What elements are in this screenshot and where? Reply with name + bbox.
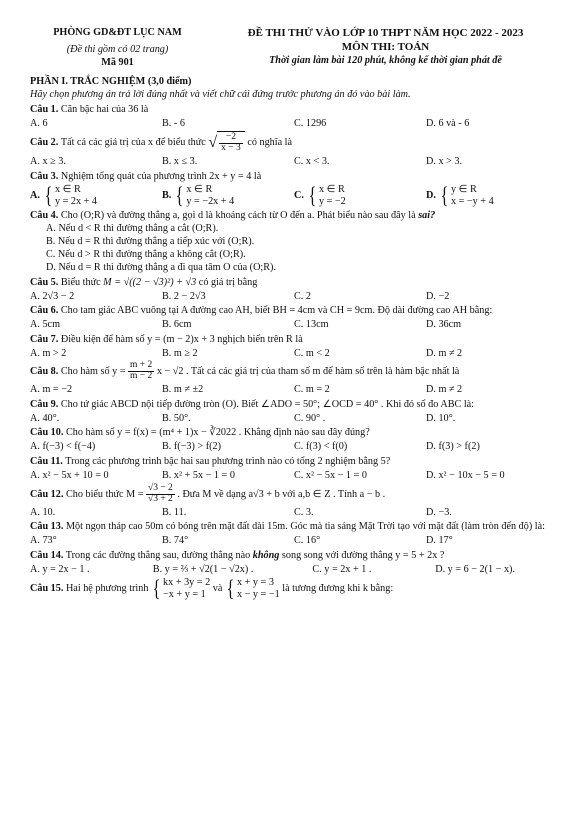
question-11: [30, 455, 558, 482]
question-label: Câu 14.: [30, 549, 64, 561]
options: [30, 318, 558, 331]
question-text: Cho hàm số y = f(x) = (m⁴ + 1)x − ∛2022 . Khẳng định nào sau đây đúng?: [65, 427, 370, 439]
question-5: [30, 276, 558, 303]
question-text: Cho tứ giác ABCD nội tiếp đường tròn (O). Biết ∠ADO = 50°; ∠OCD = 40° . Khi đó số đo ABC là:: [60, 398, 475, 410]
question-4: [30, 209, 558, 274]
option-b: B. { x ∈ R y = −2x + 4: [162, 183, 235, 209]
question-emphasis: sai?: [418, 209, 436, 221]
question-text: Điều kiện để hàm số y = (m − 2)x + 3 nghịch biến trên R là: [60, 333, 303, 345]
question-label: Câu 5.: [30, 276, 59, 288]
option-d: D. 6 và - 6: [426, 117, 470, 129]
fraction: $\frac{-2}{x - 3}$: [221, 132, 241, 154]
options: [30, 117, 558, 130]
option-c: C. x² − 5x − 1 = 0: [294, 470, 367, 482]
conjunction: và: [212, 583, 223, 595]
options: [30, 290, 558, 303]
expression: M = √((2 − √3)²) + √3: [103, 276, 197, 288]
question-14: [30, 549, 558, 576]
option-a: A. m = −2: [30, 384, 73, 396]
options: [30, 184, 558, 207]
option-b: B. x² + 5x − 1 = 0: [162, 470, 235, 482]
question-2: [30, 131, 558, 168]
options: [30, 563, 558, 576]
question-text: Căn bậc hai của 36 là: [60, 103, 149, 115]
option-a: A. f(−3) < f(−4): [30, 441, 96, 453]
option-d: D. m ≠ 2: [426, 384, 463, 396]
question-label: Câu 4.: [30, 209, 59, 221]
question-label: Câu 9.: [30, 398, 59, 410]
option-b: B. 74°: [162, 535, 189, 547]
option-a: A. 40°.: [30, 412, 60, 424]
option-b: B. 50°.: [162, 412, 191, 424]
option-a: A. 10.: [30, 506, 56, 518]
option-b: B. x ≤ 3.: [162, 156, 198, 168]
question-label: Câu 10.: [30, 427, 64, 439]
header-right: [213, 26, 558, 69]
question-10: [30, 426, 558, 453]
option-d: D. 36cm: [426, 319, 462, 331]
options: [30, 412, 558, 425]
option-c: C. 90° .: [294, 412, 326, 424]
option-a: A. 2√3 − 2: [30, 290, 75, 302]
option-b: B. m ≠ ±2: [162, 384, 204, 396]
option-a: A. 73°: [30, 535, 57, 547]
question-tail: x − √2 . Tất cả các giá trị của tham số m để hàm số trên là hàm bậc nhất là: [156, 366, 460, 378]
question-text: Tất cả các giá trị của x để biểu thức: [60, 137, 206, 149]
option-a: A. y = 2x − 1 .: [30, 563, 90, 575]
fraction: $\frac{m + 2}{m - 2}$: [130, 360, 153, 382]
system-2: { x + y = 3 x − y = −1: [226, 576, 280, 602]
option-b: B. 11.: [162, 506, 187, 518]
question-13: [30, 520, 558, 547]
question-text: Nghiệm tổng quát của phương trình 2x + y = 4 là: [60, 170, 262, 182]
option-b: B. Nếu d = R thì đường thẳng a tiếp xúc với (O;R).: [46, 235, 255, 247]
header-left: [30, 26, 205, 69]
option-a: A. m > 2: [30, 347, 67, 359]
option-d: D. 17°: [426, 535, 453, 547]
time-note: Thời gian làm bài 120 phút, không kể thời gian phát đề: [269, 55, 502, 67]
question-tail: có nghĩa là: [247, 137, 293, 149]
question-tail: song song với đường thẳng y = 5 + 2x ?: [281, 549, 445, 561]
option-a: A. { x ∈ R y = 2x + 4: [30, 183, 98, 209]
question-label: Câu 1.: [30, 103, 59, 115]
option-b: B. 6cm: [162, 319, 192, 331]
question-15: [30, 577, 558, 600]
option-b: B. - 6: [162, 117, 185, 129]
question-text: Hai hệ phương trình: [65, 583, 149, 595]
question-text: Trong các phương trình bậc hai sau phương trình nào có tổng 2 nghiệm bằng 5?: [65, 455, 391, 467]
question-emphasis: không: [252, 549, 280, 561]
question-text: Cho tam giác ABC vuông tại A đường cao AH, biết BH = 4cm và CH = 9cm. Độ dài đường cao AH bằng:: [60, 305, 493, 317]
exam-title: ĐỀ THI THỬ VÀO LỚP 10 THPT NĂM HỌC 2022 - 2023: [247, 27, 524, 39]
options: [30, 347, 558, 360]
question-text: Cho hàm số y =: [60, 366, 126, 378]
option-d: D. −2: [426, 290, 450, 302]
option-c: C. m = 2: [294, 384, 330, 396]
option-d: D. { y ∈ R x = −y + 4: [426, 183, 494, 209]
option-c: C. 16°: [294, 535, 321, 547]
question-tail: là tương đương khi k bằng:: [282, 583, 394, 595]
section-instruction: Hãy chọn phương án trả lời đúng nhất và viết chữ cái đứng trước phương án đó vào bài làm.: [30, 89, 411, 101]
sqrt-expression: √ $\frac{-2}{x - 3}$: [208, 131, 244, 154]
option-d: D. 10°.: [426, 412, 456, 424]
options: [30, 506, 558, 519]
option-c: C. 1296: [294, 117, 327, 129]
option-d: D. x² − 10x − 5 = 0: [426, 470, 505, 482]
exam-header: [30, 26, 558, 69]
options: [30, 440, 558, 453]
question-label: Câu 6.: [30, 305, 59, 317]
question-label: Câu 3.: [30, 170, 59, 182]
question-label: Câu 13.: [30, 521, 64, 533]
option-a: A. x² − 5x + 10 = 0: [30, 470, 109, 482]
org-name: PHÒNG GD&ĐT LỤC NAM: [53, 27, 182, 38]
option-c: C. 13cm: [294, 319, 329, 331]
question-6: [30, 304, 558, 331]
question-3: [30, 170, 558, 207]
question-9: [30, 398, 558, 425]
option-c: C. f(3) < f(0): [294, 441, 348, 453]
option-b: B. f(−3) > f(2): [162, 441, 222, 453]
question-label: Câu 2.: [30, 137, 59, 149]
option-c: C. y = 2x + 1 .: [312, 563, 372, 575]
option-b: B. 2 − 2√3: [162, 290, 206, 302]
options: [30, 469, 558, 482]
option-d: D. x > 3.: [426, 156, 463, 168]
option-c: C. Nếu d > R thì đường thẳng a không cắt (O;R).: [46, 248, 246, 260]
question-label: Câu 15.: [30, 583, 64, 595]
question-7: [30, 333, 558, 360]
options: [30, 534, 558, 547]
option-d: D. m ≠ 2: [426, 347, 463, 359]
question-text: Một ngọn tháp cao 50m có bóng trên mặt đất dài 15m. Góc mà tia sáng Mặt Trời tạo với mặt đất (làm tròn đến độ) là:: [65, 521, 545, 533]
option-c: C. x < 3.: [294, 156, 330, 168]
option-a: A. 5cm: [30, 319, 60, 331]
option-d: D. f(3) > f(2): [426, 441, 480, 453]
option-a: A. 6: [30, 117, 48, 129]
exam-code: Mã 901: [101, 57, 134, 69]
options: [30, 155, 558, 168]
question-label: Câu 11.: [30, 455, 63, 467]
option-a: A. Nếu d < R thì đường thẳng a cắt (O;R).: [46, 222, 219, 234]
exam-subject: MÔN THI: TOÁN: [341, 41, 430, 54]
option-d: D. −3.: [426, 506, 452, 518]
options: [30, 383, 558, 396]
system-1: { kx + 3y = 2 −x + y = 1: [152, 576, 211, 602]
question-label: Câu 12.: [30, 488, 64, 500]
question-text: Cho (O;R) và đường thẳng a, gọi d là khoảng cách từ O đến a. Phát biểu nào sau đây là: [60, 209, 416, 221]
question-tail: có giá trị bằng: [198, 276, 258, 288]
question-text: Biểu thức: [60, 276, 101, 288]
question-text: Trong các đường thẳng sau, đường thẳng nào: [65, 549, 251, 561]
fraction: $\frac{√3 - 2}{√3 + 2}$: [147, 482, 173, 504]
option-b: B. y = ⅔ + √2(1 − √2x) .: [152, 563, 254, 575]
question-label: Câu 7.: [30, 333, 59, 345]
question-text: Cho biểu thức M =: [65, 488, 144, 500]
option-c: C. 3.: [294, 506, 314, 518]
option-b: B. m ≥ 2: [162, 347, 198, 359]
question-8: [30, 361, 558, 396]
option-c: C. { x ∈ R y = −2: [294, 183, 346, 209]
option-d: D. Nếu d = R thì đường thẳng a đi qua tâm O của (O;R).: [46, 261, 276, 273]
pages-note: (Đề thi gồm có 02 trang): [66, 44, 169, 56]
option-d: D. y = 6 − 2(1 − x).: [435, 563, 515, 575]
question-tail: . Đưa M về dạng a√3 + b với a,b ∈ Z . Tính a − b .: [177, 488, 386, 500]
option-c: C. m < 2: [294, 347, 330, 359]
question-label: Câu 8.: [30, 366, 59, 378]
question-12: [30, 484, 558, 519]
option-c: C. 2: [294, 290, 311, 302]
option-a: A. x ≥ 3.: [30, 156, 66, 168]
section-title: PHẦN I. TRẮC NGHIỆM (3,0 điểm): [30, 76, 192, 88]
question-1: [30, 103, 558, 130]
